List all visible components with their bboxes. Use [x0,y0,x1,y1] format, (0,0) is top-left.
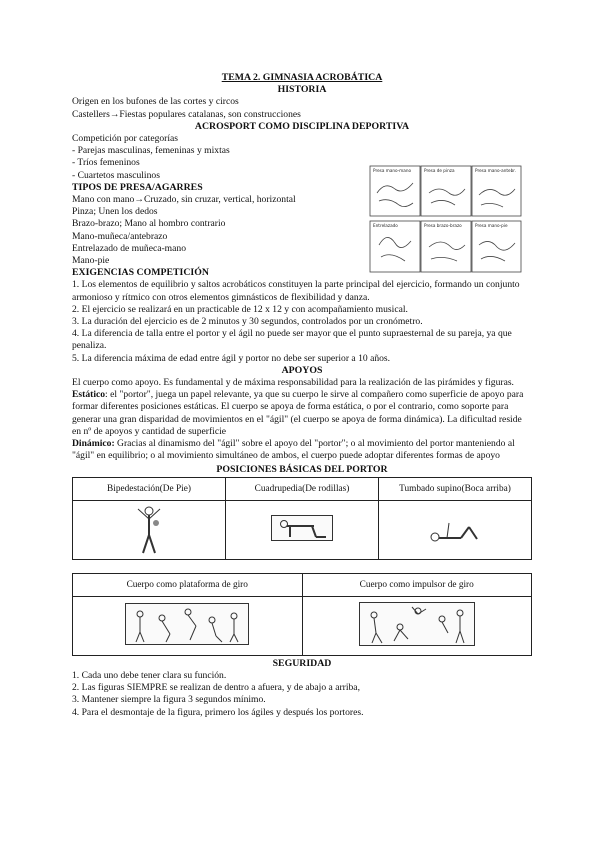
cell-plataforma-giro: Cuerpo como plataforma de giro [73,573,303,596]
dinamico-text: Gracias al dinamismo del "ágil" sobre el apoyo del "portor"; o al movimiento del portor manteniendo al "ágil" en equilibrio; o al movimiento simultáneo de ambos, el cuerpo puede adoptar diferentes formas de apoyo [72,438,515,462]
grip-label-3: Entrelazado [373,223,398,228]
seguridad-heading: SEGURIDAD [272,657,332,669]
estatico-text: : el "portor", juega un papel relevante, ya que su cuerpo le sirve al compañero como superficie de apoyo para formar diferentes posiciones estáticas. El cuerpo se apoya de forma estática, o por el contrario, como soporte para generar una gran disparidad de movimientos en el "ágil" (el cuerpo se apoya de forma dinámica). La dificultad reside en nº de apoyos y cantidad de superficie [72,389,524,437]
acrosport-line: - Tríos femeninos [72,157,140,169]
seguridad-item: 3. Mantener siempre la figura 3 segundos mínimo. [72,694,266,706]
dinamico-label: Dinámico: [72,438,115,450]
exigencias-item: 5. La diferencia máxima de edad entre ágil y portor no debe ser superior a 10 años. [72,352,391,364]
posiciones-table-1 [72,477,532,560]
cuadrupedia-illustration [226,500,379,559]
tumbado-supino-illustration [379,500,532,559]
presas-line: Pinza; Unen los dedos [72,206,158,218]
plataforma-giro-illustration [73,596,303,655]
acrosport-line: - Parejas masculinas, femeninas y mixtas [72,145,230,157]
exigencias-item: 1. Los elementos de equilibrio y saltos acrobáticos constituyen la parte principal del ejercicio, formando un conjunto armonioso y rítmico con otros elementos gimnásticos de flexibilidad y danza. [72,279,520,303]
apoyos-dinamico [72,438,532,462]
acrosport-heading: ACROSPORT COMO DISCIPLINA DEPORTIVA [194,120,410,132]
posiciones-table-2 [72,573,532,656]
grip-label-2: Presa mano-antebr. [475,168,516,173]
exigencias-item: 4. La diferencia de talla entre el portor y el ágil no puede ser mayor que el punto supraesternal de su pareja, ya que penaliza. [72,328,512,352]
presas-line: Mano-muñeca/antebrazo [72,230,168,242]
grip-label-5: Presa mano-pie [475,223,508,228]
apoyos-intro: El cuerpo como apoyo. Es fundamental y de máxima responsabilidad para la realización de las pirámides y figuras. [72,377,514,389]
historia-line: Origen en los bufones de las cortes y circos [72,96,239,108]
seguridad-item: 2. Las figuras SIEMPRE se realizan de dentro a afuera, y de abajo a arriba, [72,682,360,694]
document-title: TEMA 2. GIMNASIA ACROBÁTICA [221,72,383,83]
exigencias-item: 3. La duración del ejercicio es de 2 minutos y 30 segundos, controlados por un cronómetro. [72,316,423,328]
exigencias-heading: EXIGENCIAS COMPETICIÓN [72,267,209,279]
grips-illustration [369,165,522,273]
estatico-label: Estático [72,389,106,401]
bipedestacion-illustration [73,500,226,559]
grip-label-0: Presa mano-mano [373,168,412,173]
presas-line: Mano-pie [72,255,110,267]
presas-line: Brazo-brazo; Mano al hombro contrario [72,218,226,230]
acrosport-line: Competición por categorías [72,133,179,145]
apoyos-heading: APOYOS [281,364,323,376]
apoyos-estatico [72,389,532,438]
acrosport-line: - Cuartetos masculinos [72,169,160,181]
historia-line: Castellers→Fiestas populares catalanas, son construcciones [72,108,301,120]
grip-label-4: Presa brazo-brazo [424,223,462,228]
impulsor-giro-illustration [302,596,532,655]
cell-cuadrupedia: Cuadrupedia(De rodillas) [226,477,379,500]
seguridad-item: 1. Cada uno debe tener clara su función. [72,669,227,681]
cell-impulsor-giro: Cuerpo como impulsor de giro [302,573,532,596]
presas-line: Entrelazado de muñeca-mano [72,242,187,254]
historia-heading: HISTORIA [277,84,327,96]
grip-label-1: Presa de pinza [424,168,455,173]
seguridad-item: 4. Para el desmontaje de la figura, primero los ágiles y después los portores. [72,706,364,718]
posiciones-heading: POSICIONES BÁSICAS DEL PORTOR [216,463,388,475]
exigencias-item: 2. El ejercicio se realizará en un practicable de 12 x 12 y con acompañamiento musical. [72,303,408,315]
cell-bipedestacion: Bipedestación(De Pie) [73,477,226,500]
presas-heading: TIPOS DE PRESA/AGARRES [72,181,203,193]
presas-line: Mano con mano→Cruzado, sin cruzar, vertical, horizontal [72,194,296,206]
cell-tumbado-supino: Tumbado supino(Boca arriba) [379,477,532,500]
